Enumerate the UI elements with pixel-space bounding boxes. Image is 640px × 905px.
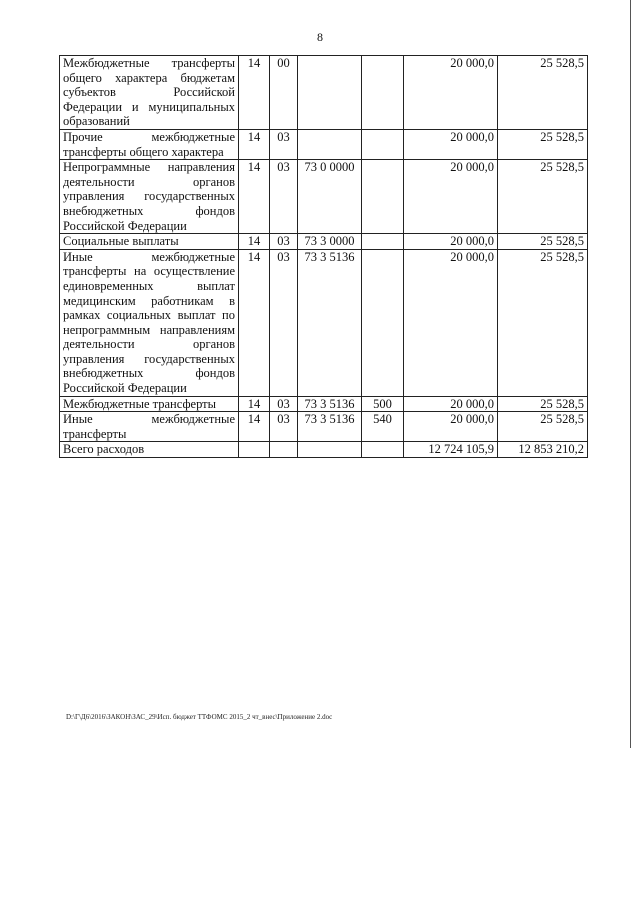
row-amount-2015-new: 25 528,5 [498, 129, 588, 159]
row-type [362, 160, 404, 234]
row-name: Иные межбюджетные трансферты на осуществление единовременных выплат медицинским работникам в рамках социальных выплат по непрограммным направлениям деятельности органов управления государственных внебюджетных фондов Российской Федерации [60, 249, 239, 396]
table-row [60, 249, 588, 396]
table-row [60, 234, 588, 250]
row-name: Межбюджетные трансферты [60, 396, 239, 412]
row-name: Иные межбюджетные трансферты [60, 412, 239, 442]
row-section: 14 [239, 234, 270, 250]
row-target [298, 56, 362, 130]
row-subsection: 03 [270, 129, 298, 159]
total-label: Всего расходов [60, 442, 239, 458]
row-target: 73 3 5136 [298, 412, 362, 442]
total-row [60, 442, 588, 458]
row-type [362, 249, 404, 396]
table-row [60, 129, 588, 159]
budget-table [59, 55, 588, 458]
row-section: 14 [239, 412, 270, 442]
row-target: 73 3 5136 [298, 249, 362, 396]
row-subsection: 00 [270, 56, 298, 130]
row-subsection: 03 [270, 396, 298, 412]
row-section: 14 [239, 129, 270, 159]
row-target: 73 3 0000 [298, 234, 362, 250]
footer-file-path: D:\Г\Д6\2016\ЗАКОН\ЗАС_29\Исп. бюджет ТТФОМС 2015_2 чт_внес\Приложение 2.doc [66, 713, 333, 721]
row-amount-2015-new: 25 528,5 [498, 160, 588, 234]
row-name: Непрограммные направления деятельности органов управления государственных внебюджетных фондов Российской Федерации [60, 160, 239, 234]
row-amount-2015: 20 000,0 [404, 160, 498, 234]
row-section: 14 [239, 249, 270, 396]
row-type: 500 [362, 396, 404, 412]
empty-cell [239, 442, 270, 458]
empty-cell [362, 442, 404, 458]
row-target: 73 0 0000 [298, 160, 362, 234]
row-amount-2015: 20 000,0 [404, 249, 498, 396]
row-type: 540 [362, 412, 404, 442]
empty-cell [298, 442, 362, 458]
row-amount-2015-new: 25 528,5 [498, 234, 588, 250]
row-amount-2015: 20 000,0 [404, 56, 498, 130]
row-amount-2015: 20 000,0 [404, 396, 498, 412]
row-subsection: 03 [270, 160, 298, 234]
row-amount-2015: 20 000,0 [404, 412, 498, 442]
row-subsection: 03 [270, 249, 298, 396]
row-amount-2015-new: 25 528,5 [498, 396, 588, 412]
row-amount-2015: 20 000,0 [404, 234, 498, 250]
table-row [60, 160, 588, 234]
table-row [60, 412, 588, 442]
row-subsection: 03 [270, 234, 298, 250]
table-row [60, 56, 588, 130]
row-name: Межбюджетные трансферты общего характера бюджетам субъектов Российской Федерации и муниципальных образований [60, 56, 239, 130]
empty-cell [270, 442, 298, 458]
row-name: Социальные выплаты [60, 234, 239, 250]
row-amount-2015: 20 000,0 [404, 129, 498, 159]
total-amount-2015-new: 12 853 210,2 [498, 442, 588, 458]
row-type [362, 56, 404, 130]
row-type [362, 234, 404, 250]
row-name: Прочие межбюджетные трансферты общего характера [60, 129, 239, 159]
row-amount-2015-new: 25 528,5 [498, 412, 588, 442]
scan-edge-line [630, 0, 631, 748]
row-amount-2015-new: 25 528,5 [498, 249, 588, 396]
row-section: 14 [239, 396, 270, 412]
row-type [362, 129, 404, 159]
row-amount-2015-new: 25 528,5 [498, 56, 588, 130]
row-target: 73 3 5136 [298, 396, 362, 412]
row-section: 14 [239, 160, 270, 234]
total-amount-2015: 12 724 105,9 [404, 442, 498, 458]
row-target [298, 129, 362, 159]
table-row [60, 396, 588, 412]
page-number: 8 [317, 30, 323, 44]
row-section: 14 [239, 56, 270, 130]
row-subsection: 03 [270, 412, 298, 442]
